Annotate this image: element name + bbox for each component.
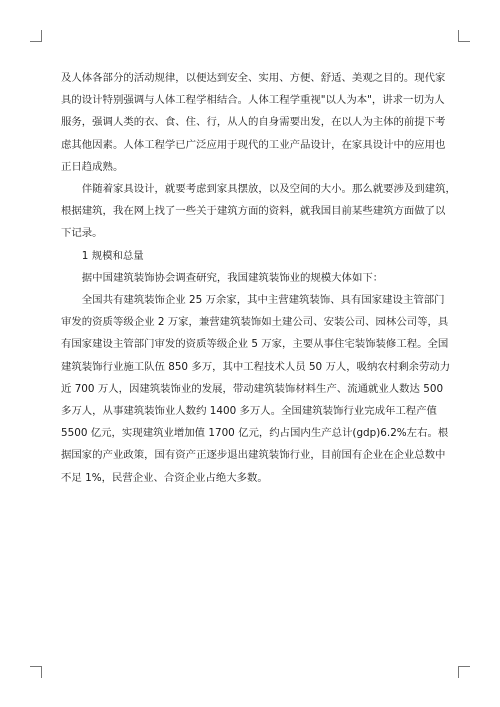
text-line: 据中国建筑装饰协会调查研究，我国建筑装饰业的规模大体如下： xyxy=(81,271,384,284)
text-line: 伴随着家具设计，就要考虑到家具摆放，以及空间的大小。那么就要涉及到建筑， xyxy=(81,183,456,196)
text-line: 1 规模和总量 xyxy=(81,249,144,262)
text-line: 审发的资质等级企业 2 万家，兼营建筑装饰如土建公司、安装公司、园林公司等，具 xyxy=(61,316,449,329)
text-line: 根据建筑，我在网上找了一些关于建筑方面的资料，就我国目前某些建筑方面做了以 xyxy=(61,205,446,218)
text-line: 正日趋成熟。 xyxy=(61,160,124,173)
text-line: 全国共有建筑装饰企业 25 万余家，其中主营建筑装饰、具有国家建设主管部门 xyxy=(81,294,445,307)
text-line: 具的设计特别强调与人体工程学相结合。人体工程学重视"以人为本"，讲求一切为人 xyxy=(61,94,445,107)
paragraph xyxy=(61,267,441,289)
text-line: 建筑装饰行业施工队伍 850 多万，其中工程技术人员 50 万人，吸纳农村剩余劳动力 xyxy=(61,360,451,373)
text-line: 服务，强调人类的衣、食、住、行，从人的自身需要出发，在以人为主体的前提下考 xyxy=(61,116,446,129)
crop-mark-top-right xyxy=(458,30,470,42)
text-line: 有国家建设主管部门审发的资质等级企业 5 万家，主要从事住宅装饰装修工程。全国 xyxy=(61,338,449,351)
crop-mark-bottom-right xyxy=(458,666,470,678)
text-line: 虑其他因素。人体工程学已广泛应用于现代的工业产品设计，在家具设计中的应用也 xyxy=(61,138,446,151)
text-line: 5500 亿元，实现建筑业增加值 1700 亿元，约占国内生产总计(gdp)6.2%左右。根 xyxy=(61,427,449,440)
paragraph xyxy=(61,67,446,178)
text-line: 近 700 万人，因建筑装饰业的发展，带动建筑装饰材料生产、流通就业人数达 500 xyxy=(61,382,444,395)
crop-mark-bottom-left xyxy=(30,666,42,678)
crop-mark-top-left xyxy=(30,30,42,42)
text-line: 及人体各部分的活动规律，以便达到安全、实用、方便、舒适、美观之目的。现代家 xyxy=(61,72,446,84)
text-line: 不足 1%，民营企业、合资企业占绝大多数。 xyxy=(61,471,268,484)
paragraph xyxy=(61,178,456,245)
document-body[interactable] xyxy=(61,67,456,489)
text-line: 下记录。 xyxy=(61,227,103,240)
text-line: 据国家的产业政策，国有资产正逐步退出建筑装饰行业，目前国有企业在企业总数中 xyxy=(61,449,446,462)
text-line: 多万人，从事建筑装饰业人数约 1400 多万人。全国建筑装饰行业完成年工程产值 xyxy=(61,405,437,418)
paragraph xyxy=(61,289,451,489)
paragraph xyxy=(61,245,441,267)
